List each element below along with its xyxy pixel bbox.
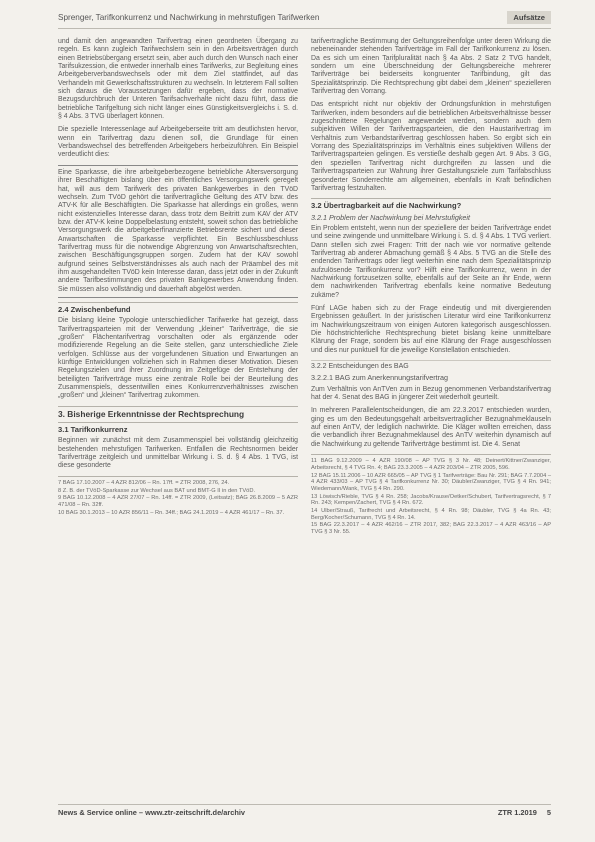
paragraph: Beginnen wir zunächst mit dem Zusammenspiel bei vollständig gleichzeitig bestehenden mehrstufigen Tarifwerken. Entfallen die Rechtsnormen beider Tarifverträge zeitgleich und unmittelbar Wirkung i. S. d. § 4 Abs. 1 TVG, ist diese gesonderte (58, 437, 298, 470)
footnotes-right (311, 454, 551, 536)
footnote: 11 BAG 9.12.2009 – 4 AZR 190/08 – AP TVG § 3 Nr. 48; Deinert/Kittner/Zwanziger, Arbeitsrecht, § 4 TVG Rn. 4; BAG 23.3.2005 – 4 AZR 203/04 – ZTR 2005, 596. (311, 458, 551, 471)
footnote: 9 BAG 10.12.2008 – 4 AZR 27/07 – Rn. 14ff. = ZTR 2009, (Leitsatz); BAG 26.8.2009 – 5 AZR 471/08 – Rn. 32ff. (58, 495, 298, 508)
footnote: 14 Ulber/Strauß, Tarifrecht und Arbeitsrecht, § 4 Rn. 98; Däubler, TVG § 4a Rn. 43; Berg/Kocher/Schumann, TVG § 4 Rn. 14. (311, 508, 551, 521)
footnote: 7 BAG 17.10.2007 – 4 AZR 812/06 – Rn. 17ff. = ZTR 2008, 276, 24. (58, 479, 230, 486)
left-column (58, 38, 298, 517)
example-text: Eine Sparkasse, die ihre arbeitgeberbezogene betriebliche Altersversorgung ihrer Beschäftigten bislang über ein öffentliches Versorgungswerk geregelt hat, will aus dem Tarifwerk des privaten Bankgewerbes in den TVöD wechseln. Zum TVöD gehört die tarifvertragliche Geltung des ATV bzw. des ATV-K für alle Beschäftigten. Die Sparkasse hat allerdings ein großes, wenn nicht existenzielles Interesse daran, dass trotz dem Beitritt zum KAV der ATV bzw. der ATV-K keine Doppelbelastung entsteht, soweit schon das betriebliche Versorgungswerk die arbeitgeberfinanzierte Betriebsrente sichert und dieser Anwartschaften die Sparkasse verpflichtet. Ein Beschlussbeschluss Tarifvertrag muss für die notwendige Abgrenzung von Anwartschaftsrechten, zwischen Beschäftigungsgruppen sorgen. Zudem hat der KAV sowohl aufgrund seines Selbstverständnisses als auch nach der Präambel des mit ihm ausgehandelten TVöD kein Interesse daran, dass jetzt oder in der Zukunft andere Tarifbestimmungen des privaten Bankgewerbes Anwendung finden. Sie müssen also vollständig und dauerhaft abgelöst werden. (58, 168, 298, 293)
section-label: Aufsätze (507, 11, 551, 24)
page-number: 5 (546, 808, 551, 817)
footnote: 15 BAG 22.3.2017 – 4 AZR 462/16 – ZTR 2017, 382; BAG 22.3.2017 – 4 AZR 463/16 – AP TVG § 3 Nr. 55. (311, 522, 551, 536)
footnote: 13 Löwisch/Rieble, TVG § 4 Rn. 258; Jacobs/Krause/Oetker/Schubert, Tarifvertragsrecht, § 7 Rn. 243; Kempen/Zachert, TVG § 4 Rn. 672. (311, 493, 551, 507)
example-box (58, 165, 298, 298)
heading-bisherige-erkenntnisse: 3. Bisherige Erkenntnisse der Rechtsprechung (58, 406, 298, 418)
heading-entscheidungen-bag: 3.2.2 Entscheidungen des BAG (311, 360, 551, 371)
heading-uebertragbarkeit: 3.2 Übertragbarkeit auf die Nachwirkung? (311, 198, 551, 210)
footnotes-left (58, 476, 298, 517)
issue-label: ZTR 1.2019 (497, 808, 537, 817)
heading-problem-nachwirkung: 3.2.1 Problem der Nachwirkung bei Mehrstufigkeit (311, 212, 470, 222)
page-footer (58, 804, 551, 819)
heading-zwischenbefund: 2.4 Zwischenbefund (58, 302, 298, 314)
paragraph: In mehreren Parallelentscheidungen, die am 22.3.2017 entschieden wurden, ging es um den Bedeutungsgehalt arbeitsvertraglicher Bezugnahmeklauseln auf einen AnTV, der lediglich nachwirkte. Die Kläger wollten erreichen, dass die verbandlich ihrer Bezugnahmeklausel des AnTV weiterhin dynamisch auf die Nachwirkung zu geltende Tarifverträge bestimmt ist. Die 4. Senat (311, 407, 551, 448)
footer-website: News & Service online – www.ztr-zeitschrift.de/archiv (58, 808, 246, 817)
paragraph: tarifvertragliche Bestimmung der Geltungsreihenfolge unter deren Wirkung die nebeneinander stehenden Tarifverträge im Fall der Tarifkonkurrenz zu lösen. Da es sich um einen Tarifpluralität nach § 4a Abs. 2 Satz 2 TVG handelt, sondern um eine Überschneidung der Geltungsbereiche mehrerer Tarifverträge bei beiderseits kongruenter Tarifbindung, gilt das Spezialitätsprinzip. Die Rechtsprechung gibt dabei dem „kleinen“ spezielleren Tarifvertrag den Vorrang. (311, 38, 551, 96)
paragraph: Fünf LAGe haben sich zu der Frage eindeutig und mit divergierenden Ergebnissen geäußert. In der juristischen Literatur wird eine Tarifkonkurrenz im Nachwirkungszeitraum von einigen Autoren kategorisch ausgeschlossen. Die höchstrichterliche Rechtsprechung bietet bislang keine unmittelbare Klärung der Frage, sondern bis auf eine Klärung der Frage ausgeschlossen und dies nur punktuell für die jeweilige Konstellation entschieden. (311, 304, 551, 354)
paragraph: Ein Problem entsteht, wenn nun der speziellere der beiden Tarifverträge endet und seine zwingende und unmittelbare Wirkung i. S. d. § 4 Abs. 1 TVG verliert. Dann stellen sich zwei Fragen: Tritt der nach wie vor normative geltende Tarifvertrag ab anderer Abmachung gemäß § 4 Abs. 5 TVG an die Stelle des endenden Tarifvertrags oder liegt weiterhin eine nach dem Spezialitätsprinzip aufzulösende Tarifkonkurrenz vor? Hilft eine Tarifkonkurrenz, wenn in der Nachwirkung fortzusetzen sollte, ebenfalls auf der Seite an ihr Ende, wenn dem nachwirkenden Tarifvertrag ebenfalls keine normative Bedeutung zukäme? (311, 224, 551, 299)
right-column (311, 38, 551, 537)
footnote: 12 BAG 15.11.2006 – 10 AZR 665/05 – AP TVG § 1 Tarifverträge: Bau Nr. 291; BAG 7.7.2004 – 4 AZR 433/03 – AP TVG § 4 Tarifkonkurrenz Nr. 30; Däubler/Zwanziger, TVG § 4 Rn. 941; Wiedemann/Wank, TVG § 4 Rn. 290. (311, 472, 551, 492)
heading-anerkennungstarifvertrag: 3.2.2.1 BAG zum Anerkennungstarifvertrag (311, 373, 449, 383)
footnote: 8 Z. B. der TVöD-Sparkasse zur Wechsel aus BAT und BMT-G II in den TVöD. (58, 487, 256, 494)
paragraph: Das entspricht nicht nur objektiv der Ordnungsfunktion in mehrstufigen Tarifwerken, indem besonders auf die betrieblichen Arbeitsverhältnisse besser zugeschnittene Regelungen angewendet werden, sondern auch dem subjektiven Willen der Tarifvertragsparteien, die den Haustarifvertrag im Verhältnis zum Verbandstarifvertrag geschlossen haben. So ergibt sich ein Vorrang des Spezialitätsprinzips im Verhältnis eines subjektiven Willens der Tarifvertragsparteien gelingen. Es verstieße deshalb gegen Art. 9 Abs. 3 GG, den speziellen Tarifvertrag nicht durchgreifen zu lassen und die Tarifvertragsparteien zur Wahrung ihrer Gestaltungsziele zum Tarifabschluss gesonderter Sonderrechte am allgemeinen, ebenfalls in Kraft befindlichen Tarifvertrag festzuhalten. (311, 101, 551, 192)
running-title: Sprenger, Tarifkonkurrenz und Nachwirkung in mehrstufigen Tarifwerken (58, 13, 320, 22)
paragraph: Die bislang kleine Typologie unterschiedlicher Tarifwerke hat gezeigt, dass Tarifvertragsparteien mit der Verwendung „kleiner“ Tarifverträge, die sie „großen“ Flächentarifvertrag vorschalten oder als ergänzende oder modifizierende Regelung an die Seite stellen, ganz unterschiedliche Ziele verfolgen. Schlüsse aus der vorgefundenen Situation und Erwartungen an künftige Entwicklungen vollziehen sich in Rahmen dieser Motivation. Diesen Regelungszielen und ihrer Zuordnung im Zeitgefüge der Entstehung der beteiligten Tarifverträge muss eine zentrale Rolle bei der Beurteilung des Zusammenspiels, dessentwillen eines Konkurrenzverhältnisses zwischen „großen“ und „kleinen“ Tarifvertrag zukommen. (58, 317, 298, 400)
paragraph: und damit den angewandten Tarifvertrag einen geordneten Übergang zu regeln. Es kann zugleich Tarifwechslern sein in den Arbeitsverträgen durch einen Betriebsübergang ersetzt sein, aber auch durch den Wunsch nach einer Tarifsukzession, die entweder innerhalb eines Tarifwerks, zur Begleitung eines Arbeitgeberverbandswechsels oder mit dem Ziel stattfindet, auf das Verhandeln mit Gewerkschaftsstrukturen zu wechseln. In letzterem Fall sollten sich daraus die Voraussetzungen dafür ergeben, dass der normative Bezugsdurchbruch der Unteren Tarifsachverhalte nicht dazu führt, dass die betriebliche Tarifgeltung sich nicht länger eines Günstigkeitsvergleichs i. S. d. § 4 Abs. 3 TVG überlagert können. (58, 38, 298, 121)
page-header (58, 12, 551, 29)
heading-tarifkonkurrenz: 3.1 Tarifkonkurrenz (58, 422, 298, 434)
paragraph: Die spezielle Interessenlage auf Arbeitgeberseite tritt am deutlichsten hervor, wenn ein Tarifvertrag dazu dienen soll, die Grundlage für einen Verbandswechsel des betreffenden Arbeitgebers herbeizuführen. Ein Beispiel verdeutlicht dies: (58, 126, 298, 159)
footer-issue-page (498, 808, 551, 817)
paragraph: Zum Verhältnis von AnTVen zum in Bezug genommenen Verbandstarifvertrag hat der 4. Senat des BAG in jüngerer Zeit wiederholt geurteilt. (311, 385, 551, 402)
footnote: 10 BAG 30.1.2013 – 10 AZR 856/11 – Rn. 34ff.; BAG 24.1.2019 – 4 AZR 461/17 – Rn. 37. (58, 509, 285, 516)
